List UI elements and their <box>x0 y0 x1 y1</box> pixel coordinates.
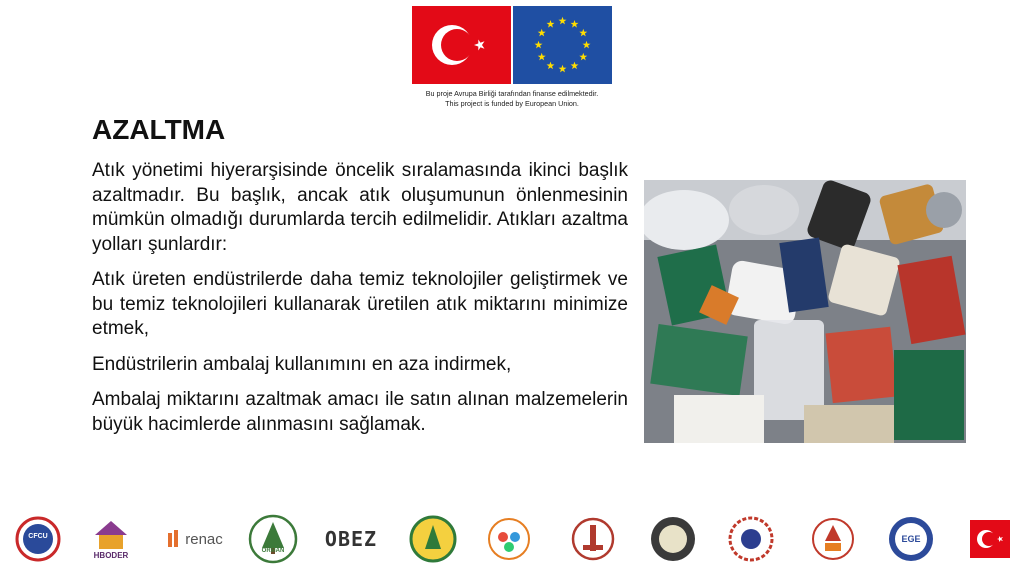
gear-emblem-logo <box>726 508 776 570</box>
funding-notice <box>402 89 622 109</box>
eu-star-icon <box>583 41 591 49</box>
eu-star-icon <box>579 29 587 37</box>
orman-logo-text: ORMAN <box>261 548 285 554</box>
paragraph-3: Endüstrilerin ambalaj kullanımını en aza indirmek, <box>92 353 512 375</box>
renac-logo-text: renac <box>185 530 223 548</box>
hboder-logo-text: HBODER <box>93 550 129 560</box>
slide-body <box>92 159 628 448</box>
eu-star-icon <box>579 53 587 61</box>
eu-star-icon <box>547 62 555 70</box>
school-emblem-logo <box>810 508 856 570</box>
orman-logo <box>246 508 300 570</box>
colorful-seal-logo <box>484 508 534 570</box>
cfcu-logo-text: CFCU <box>28 533 48 540</box>
cfcu-logo <box>14 508 62 570</box>
partner-logos <box>0 508 1024 570</box>
eu-star-icon <box>571 62 579 70</box>
hboder-logo <box>86 508 136 570</box>
obez-logo-text: OBEZ <box>324 527 378 551</box>
eu-star-icon <box>559 17 567 25</box>
turkey-ministry-logo <box>966 508 1014 570</box>
eu-star-icon <box>547 20 555 28</box>
eu-star-icon <box>559 65 567 73</box>
sponsor-flags <box>412 6 612 84</box>
funding-line-en: This project is funded by European Union. <box>445 99 579 108</box>
eu-star-icon <box>538 29 546 37</box>
funding-line-tr: Bu proje Avrupa Birliği tarafından finanse edilmektedir. <box>425 89 599 98</box>
eu-star-icon <box>538 53 546 61</box>
paragraph-1: Atık yönetimi hiyerarşisinde öncelik sıralamasında ikinci başlık azaltmadır. Bu başlık, ancak atık oluşumunun önlenmesinin mümkün olmadığı durumlarda tercih edilmelidir. Atıkları azaltma yolları şunlardır: <box>92 160 628 255</box>
renac-logo <box>164 508 226 570</box>
obez-logo <box>322 508 380 570</box>
eu-star-icon <box>535 41 543 49</box>
dark-seal-logo <box>648 508 698 570</box>
green-seal-logo <box>408 508 458 570</box>
eu-star-icon <box>571 20 579 28</box>
ege-logo-text: EGE <box>901 534 921 544</box>
plastic-waste-photo <box>644 180 966 443</box>
eu-flag-icon <box>513 6 612 84</box>
slide-title: AZALTMA <box>92 114 226 145</box>
paragraph-4: Ambalaj miktarını azaltmak amacı ile satın alınan malzemelerin büyük hacimlerde alınmasını sağlamak. <box>92 389 628 435</box>
ege-logo <box>886 508 936 570</box>
red-emblem-logo <box>570 508 616 570</box>
turkey-flag-icon <box>412 6 511 84</box>
paragraph-2: Atık üreten endüstrilerde daha temiz teknolojiler geliştirmek ve bu temiz teknolojileri kullanarak üretilen atık miktarını minimize etmek, <box>92 269 628 339</box>
